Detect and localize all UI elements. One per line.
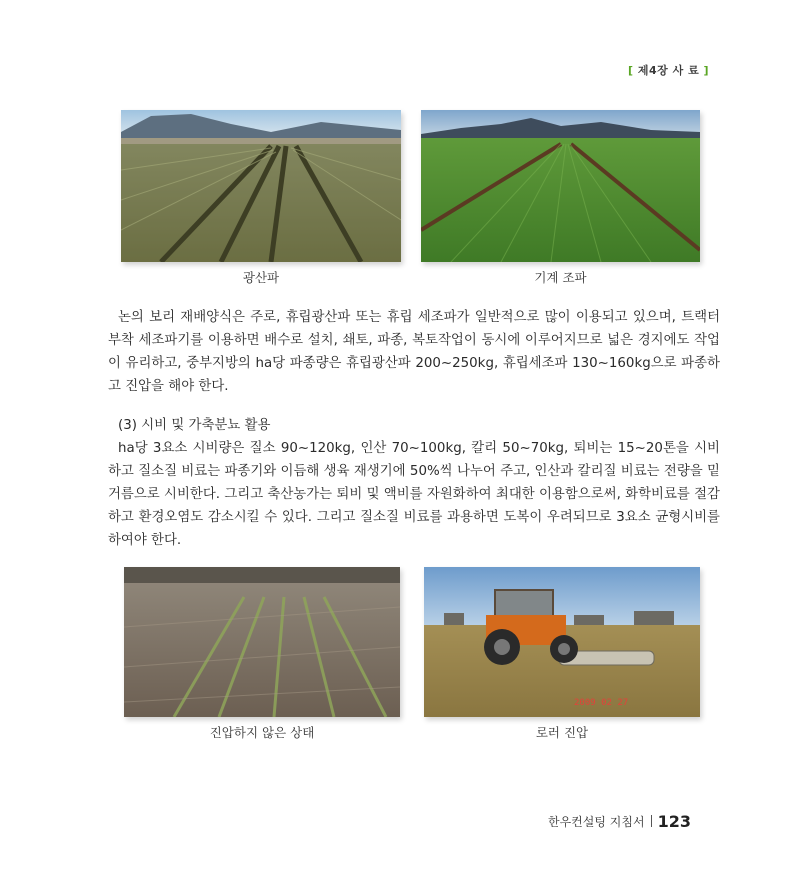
caption-roller-compaction: 로러 진압 xyxy=(535,725,589,740)
chapter-tag-bracket-open: [ xyxy=(628,64,634,77)
photo-not-compacted-image xyxy=(124,567,400,717)
caption-not-compacted: 진압하지 않은 상태 xyxy=(209,725,315,740)
photo-broadcast-sowing xyxy=(121,110,401,262)
photo-not-compacted xyxy=(124,567,400,717)
photo-date-stamp: 2009 02 27 xyxy=(574,698,629,708)
footer-separator xyxy=(651,815,652,827)
body-paragraph-1: 논의 보리 재배양식은 주로, 휴립광산파 또는 휴립 세조파가 일반적으로 많이 이용되고 있으며, 트랙터 부착 세조파기를 이용하면 배수로 설치, 쇄토, 파종, 복토작업이 동시에 이루어지므로 넓은 경지에도 작업이 유리하고, 중부지방의 ha당 파종량은 휴립광산파 200~250kg, 휴립세조파 130~160kg으로 파종하고 진압을 해야 한다. xyxy=(108,310,720,394)
photo-roller-compaction-image xyxy=(424,567,700,717)
chapter-tag-label: 제4장 사 료 xyxy=(637,64,700,77)
caption-machine-drilling: 기계 조파 xyxy=(534,270,587,285)
body-paragraph-2: ha당 3요소 시비량은 질소 90~120kg, 인산 70~100kg, 칼리 50~70kg, 퇴비는 15~20톤을 시비하고 질소질 비료는 파종기와 이듬해 생육 재생기에 50%씩 나누어 주고, 인산과 칼리질 비료는 전량을 밑거름으로 시비한다. 그리고 축산농가는 퇴비 및 액비를 자원화하여 최대한 이용함으로써, 화학비료를 절감하고 환경오염도 감소시킬 수 있다. 그리고 질소질 비료를 과용하면 도복이 우려되므로 3요소 균형시비를 하여야 한다. xyxy=(108,441,720,548)
footer-book-title: 한우컨설팅 지침서 xyxy=(548,815,645,829)
photo-machine-drilling-image xyxy=(421,110,700,262)
photo-roller-compaction xyxy=(424,567,700,717)
page-number: 123 xyxy=(657,812,691,831)
photo-broadcast-sowing-image xyxy=(121,110,401,262)
chapter-tag-bracket-close: ] xyxy=(703,64,710,77)
caption-broadcast-sowing: 광산파 xyxy=(242,270,280,285)
section-heading: (3) 시비 및 가축분뇨 활용 xyxy=(118,418,271,433)
photo-machine-drilling xyxy=(421,110,700,262)
page-footer xyxy=(548,812,691,831)
chapter-tag xyxy=(628,62,709,78)
